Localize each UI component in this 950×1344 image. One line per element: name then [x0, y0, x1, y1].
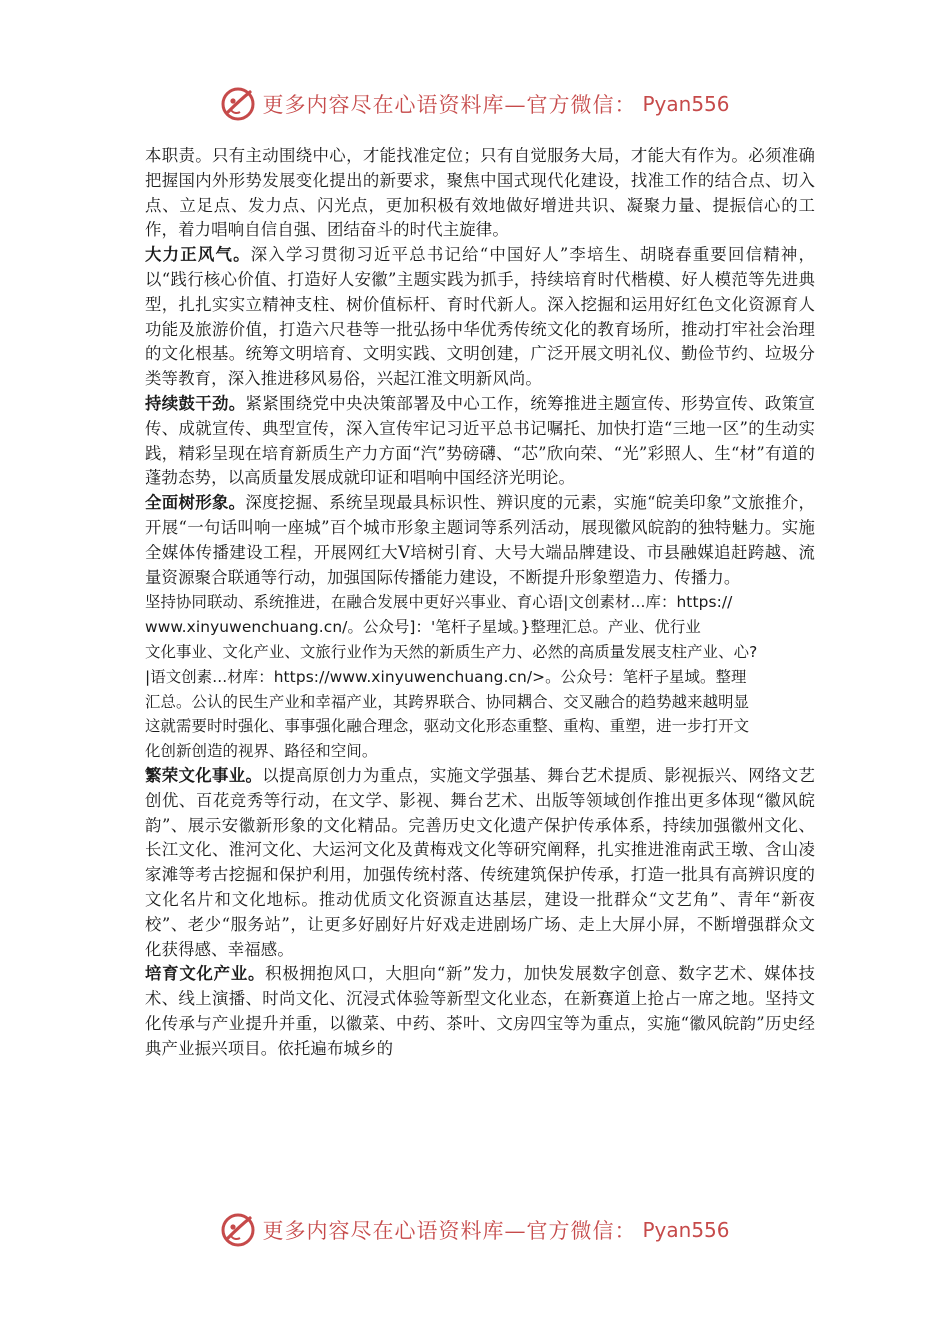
footer-slogan: 更多内容尽在心语资料库—官方微信： [262, 1219, 637, 1243]
paragraph-text: 紧紧围绕党中央决策部署及中心工作，统筹推进主题宣传、形势宣传、政策宣传、成就宣传、典型宣传，深入宣传牢记习近平总书记嘱托、加快打造“三地一区”的生动实践，精彩呈现在培育新质生产力方面“汽”势磅礴、“芯”欣向荣、“光”彩照人、生“材”有道的蓬勃态势，以高质量发展成就印证和唱响中国经济光明论。 [145, 393, 815, 488]
paragraph-lead: 全面树形象。 [145, 493, 246, 513]
middle-line: 坚持协同联动、系统推进，在融合发展中更好兴事业、育心语|文创素材...库：https:// [145, 593, 733, 612]
header-banner [0, 82, 950, 126]
brush-logo-icon [220, 86, 256, 122]
paragraph-text: 以提高原创力为重点，实施文学强基、舞台艺术提质、影视振兴、网络文艺创优、百花竞秀等行动，在文学、影视、舞台艺术、出版等领域创作推出更多体现“徽风皖韵”、展示安徽新形象的文化精品。完善历史文化遗产保护传承体系，持续加强徽州文化、长江文化、淮河文化、大运河文化及黄梅戏文化等研究阐释，扎实推进淮南武王墩、含山凌家滩等考古挖掘和保护利用，加强传统村落、传统建筑保护传承，打造一批具有高辨识度的文化名片和文化地标。推动优质文化资源直达基层，建设一批群众“文艺角”、青年“新夜校”、老少“服务站”，让更多好剧好片好戏走进剧场广场、走上大屏小屏，不断增强群众文化获得感、幸福感。 [145, 765, 815, 959]
paragraph-intro [145, 144, 815, 243]
middle-line: 文化事业、文化产业、文旅行业作为天然的新质生产力、必然的高质量发展支柱产业、心? [145, 642, 758, 661]
document-body [145, 144, 815, 1061]
paragraph-culture-industry [145, 962, 815, 1061]
middle-line: |语文创素...材库：https://www.xinyuwenchuang.cn/>。公众号：笔杆子星域。整理 [145, 667, 747, 686]
paragraph-image [145, 491, 815, 590]
middle-line: 汇总。公认的民生产业和幸福产业，其跨界联合、协同耦合、交叉融合的趋势越来越明显 [145, 692, 750, 711]
paragraph-lead: 持续鼓干劲。 [145, 393, 246, 413]
paragraph-text: 深度挖掘、系统呈现最具标识性、辨识度的元素，实施“皖美印象”文旅推介，开展“一句话叫响一座城”百个城市形象主题词等系列活动，展现徽风皖韵的独特魅力。实施全媒体传播建设工程，开展网红大V培树引育、大号大端品牌建设、市县融媒追赶跨越、流量资源聚合联通等行动，加强国际传播能力建设，不断提升形象塑造力、传播力。 [145, 493, 815, 587]
footer-banner [0, 1208, 950, 1252]
paragraph-text: 深入学习贯彻习近平总书记给“中国好人”李培生、胡晓春重要回信精神，以“践行核心价值、打造好人安徽”主题实践为抓手，持续培育时代楷模、好人模范等先进典型，扎扎实实立精神支柱、树价值标杆、育时代新人。深入挖掘和运用好红色文化资源育人功能及旅游价值，打造六尺巷等一批弘扬中华优秀传统文化的教育场所，推动打牢社会治理的文化根基。统筹文明培育、文明实践、文明创建，广泛开展文明礼仪、勤俭节约、垃圾分类等教育，深入推进移风易俗，兴起江淮文明新风尚。 [145, 245, 815, 389]
brush-logo-icon [220, 1212, 256, 1248]
footer-wechat-id: Pyan556 [642, 1218, 730, 1242]
header-wechat-id: Pyan556 [642, 92, 730, 116]
paragraph-text: 本职责。只有主动围绕中心，才能找准定位；只有自觉服务大局，才能大有作为。必须准确把握国内外形势发展变化提出的新要求，聚焦中国式现代化建设，找准工作的结合点、切入点、立足点、发力点、闪光点，更加积极有效地做好增进共识、凝聚力量、提振信心的工作，着力唱响自信自强、团结奋斗的时代主旋律。 [145, 146, 815, 240]
paragraph-morale [145, 392, 815, 491]
middle-line: 这就需要时时强化、事事强化融合理念，驱动文化形态重整、重构、重塑，进一步打开文 [145, 717, 750, 736]
middle-section [145, 590, 815, 764]
paragraph-lead: 大力正风气。 [145, 245, 251, 265]
paragraph-culture-cause [145, 764, 815, 962]
paragraph-lead: 繁荣文化事业。 [145, 765, 263, 785]
middle-line: www.xinyuwenchuang.cn/。公众号]：'笔杆子星域。}整理汇总。产业、优行业 [145, 618, 701, 637]
paragraph-lead: 培育文化产业。 [145, 964, 266, 984]
middle-line: 化创新创造的视界、路径和空间。 [145, 742, 378, 761]
header-slogan: 更多内容尽在心语资料库—官方微信： [262, 93, 637, 117]
paragraph-text: 积极拥抱风口，大胆向“新”发力，加快发展数字创意、数字艺术、媒体技术、线上演播、时尚文化、沉浸式体验等新型文化业态，在新赛道上抢占一席之地。坚持文化传承与产业提升并重，以徽菜、中药、茶叶、文房四宝等为重点，实施“徽风皖韵”历史经典产业振兴项目。依托遍布城乡的 [145, 964, 815, 1058]
paragraph-style [145, 243, 815, 392]
